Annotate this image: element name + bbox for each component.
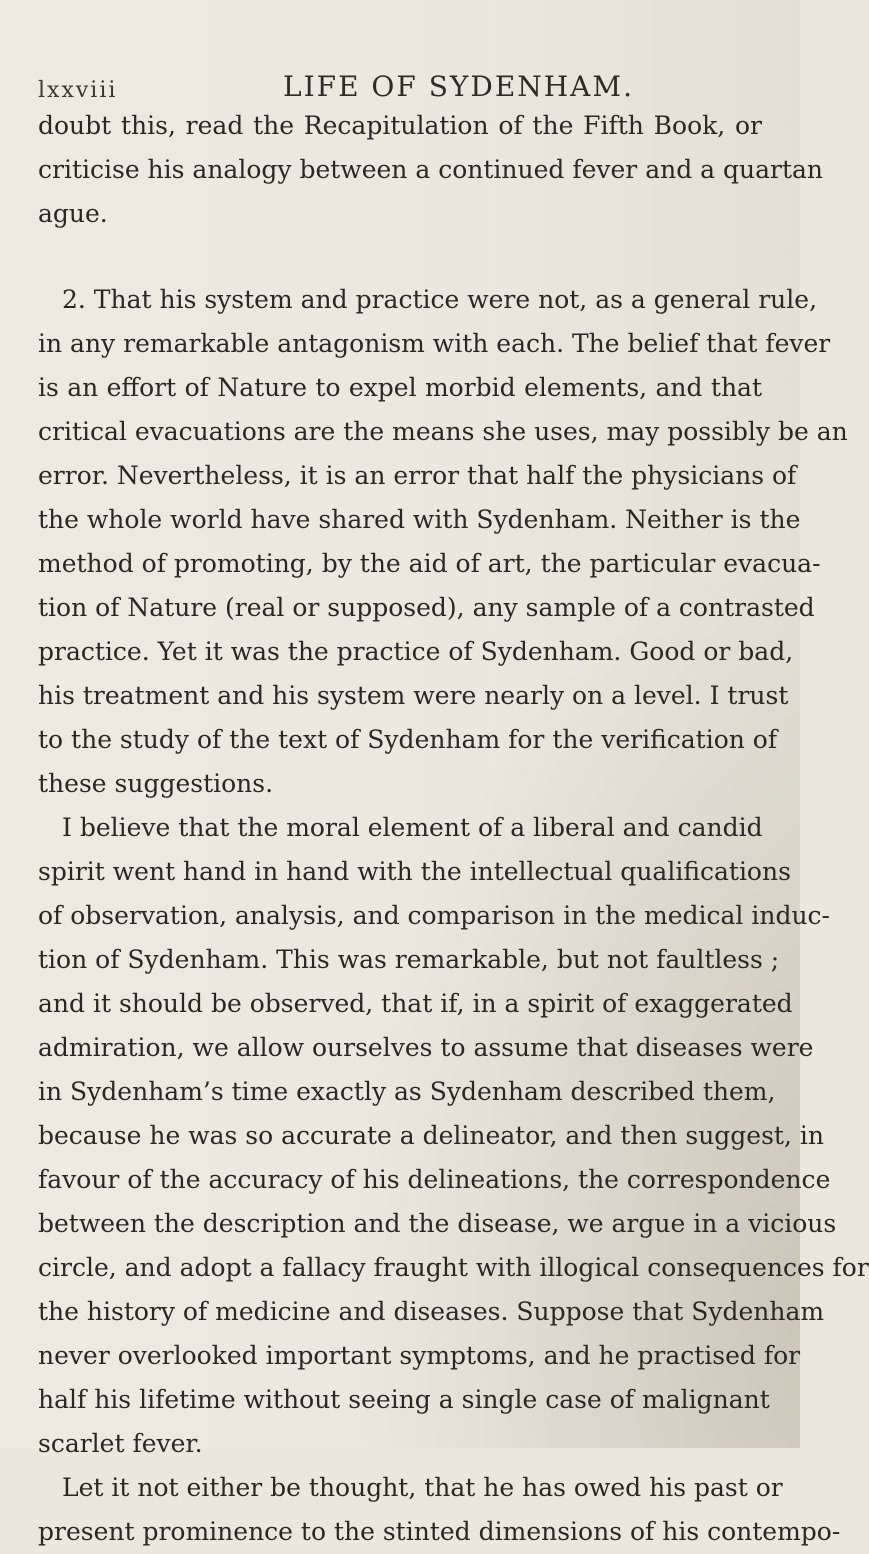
text-line: tion of Sydenham. This was remarkable, but not faultless ; <box>38 945 780 974</box>
text-line: spirit went hand in hand with the intellectual qualifications <box>38 857 791 886</box>
text-line: never overlooked important symptoms, and he practised for <box>38 1341 801 1370</box>
text-line: the whole world have shared with Sydenham. Neither is the <box>38 505 801 534</box>
text-line: I believe that the moral element of a liberal and candid <box>62 813 763 842</box>
text-line: Let it not either be thought, that he has owed his past or <box>62 1473 783 1502</box>
text-line: these suggestions. <box>38 769 274 798</box>
text-line: half his lifetime without seeing a single case of malignant <box>38 1385 770 1414</box>
text-line: critical evacuations are the means she uses, may possibly be an <box>38 417 848 446</box>
text-line: is an effort of Nature to expel morbid elements, and that <box>38 373 762 402</box>
text-line: circle, and adopt a fallacy fraught with illogical consequences for <box>38 1253 869 1282</box>
text-line: practice. Yet it was the practice of Sydenham. Good or bad, <box>38 637 794 666</box>
text-line: scarlet fever. <box>38 1429 203 1458</box>
text-line: in Sydenham’s time exactly as Sydenham described them, <box>38 1077 776 1106</box>
text-line: to the study of the text of Sydenham for the verification of <box>38 725 778 754</box>
running-title: LIFE OF SYDENHAM. <box>283 70 634 103</box>
text-line: 2. That his system and practice were not, as a general rule, <box>62 285 818 314</box>
text-line: admiration, we allow ourselves to assume that diseases were <box>38 1033 814 1062</box>
text-line: criticise his analogy between a continued fever and a quartan <box>38 155 824 184</box>
text-line: present prominence to the stinted dimensions of his contempo- <box>38 1517 841 1546</box>
text-line: method of promoting, by the aid of art, the particular evacua- <box>38 549 821 578</box>
text-line: because he was so accurate a delineator, and then suggest, in <box>38 1121 824 1150</box>
text-line: of observation, analysis, and comparison in the medical induc- <box>38 901 831 930</box>
text-line: tion of Nature (real or supposed), any sample of a contrasted <box>38 593 815 622</box>
page-number: lxxviii <box>38 78 118 103</box>
text-line: his treatment and his system were nearly on a level. I trust <box>38 681 789 710</box>
text-line: the history of medicine and diseases. Suppose that Sydenham <box>38 1297 825 1326</box>
text-line: between the description and the disease, we argue in a vicious <box>38 1209 837 1238</box>
text-line: error. Nevertheless, it is an error that half the physicians of <box>38 461 797 490</box>
text-line: in any remarkable antagonism with each. The belief that fever <box>38 329 831 358</box>
text-line: ague. <box>38 199 108 228</box>
body-text <box>38 104 869 1554</box>
paragraph-gap <box>38 236 762 278</box>
text-line: favour of the accuracy of his delineations, the correspondence <box>38 1165 831 1194</box>
text-line: doubt this, read the Recapitulation of the Fifth Book, or <box>38 111 762 140</box>
text-line: and it should be observed, that if, in a spirit of exaggerated <box>38 989 793 1018</box>
